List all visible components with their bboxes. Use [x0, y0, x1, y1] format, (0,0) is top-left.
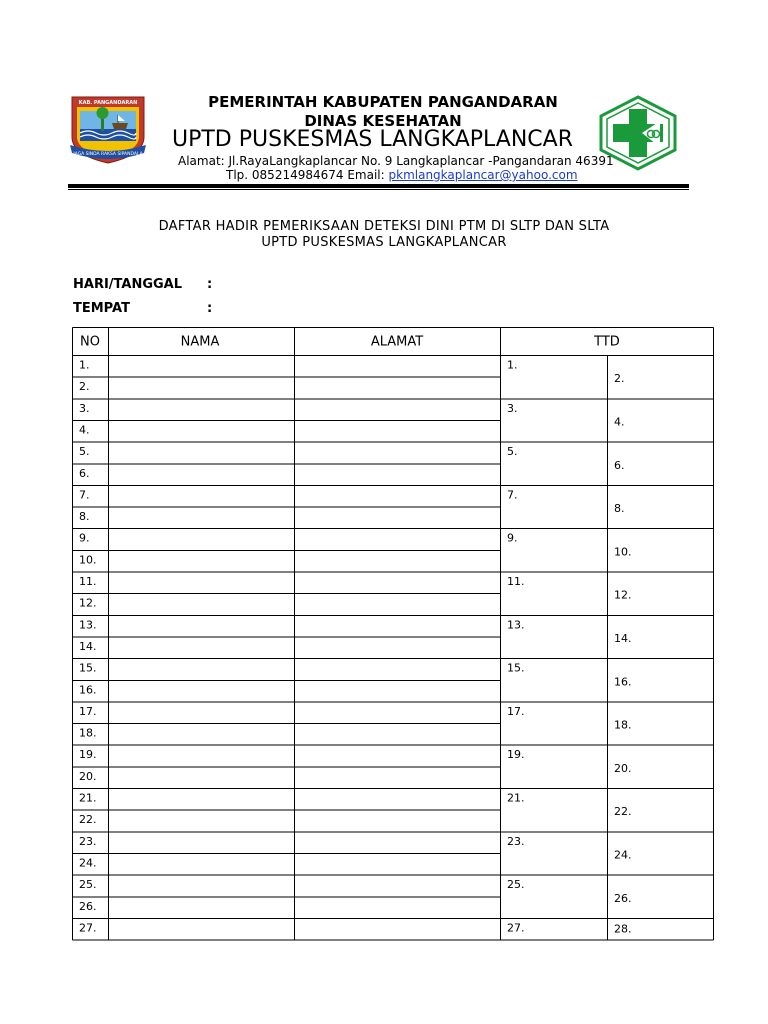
signature-number-left: 13. [507, 618, 525, 632]
signature-number-left: 11. [507, 575, 525, 588]
row-number: 24. [79, 856, 97, 870]
signature-number-right: 8. [614, 502, 625, 516]
signature-number-left: 21. [507, 791, 525, 805]
document-subtitle: UPTD PUSKESMAS LANGKAPLANCAR [261, 235, 507, 250]
email-link[interactable]: pkmlangkaplancar@yahoo.com [388, 168, 578, 182]
document-title: DAFTAR HADIR PEMERIKSAAN DETEKSI DINI PTM DI SLTP DAN SLTA [158, 219, 610, 234]
signature-number-right: 4. [614, 415, 625, 429]
government-name: PEMERINTAH KABUPATEN PANGANDARAN [208, 93, 558, 111]
row-number: 6. [79, 466, 90, 480]
date-label: HARI/TANGGAL [73, 277, 183, 292]
department-name: DINAS KESEHATAN [304, 112, 462, 130]
signature-number-left: 1. [507, 358, 518, 372]
header-name: NAMA [180, 334, 220, 350]
signature-number-right: 2. [614, 372, 625, 386]
place-colon: : [207, 301, 213, 316]
logo-ribbon-text: JAGA SINDA RAKSA SIPANDALA [73, 152, 143, 157]
signature-number-right: 10. [614, 545, 632, 559]
row-number: 11. [79, 575, 97, 588]
signature-number-right: 12. [614, 588, 632, 602]
row-number: 8. [79, 510, 90, 524]
row-number: 3. [79, 401, 90, 415]
row-number: 17. [79, 704, 97, 718]
row-number: 18. [79, 726, 97, 740]
signature-number-right: 28. [614, 922, 632, 936]
phone-text: Tlp. 085214984674 Email: [226, 168, 389, 182]
row-number: 2. [79, 380, 90, 394]
row-number: 7. [79, 488, 90, 502]
row-number: 19. [79, 748, 97, 762]
row-number: 14. [79, 639, 97, 653]
row-number: 10. [79, 553, 97, 567]
address-line: Alamat: Jl.RayaLangkaplancar No. 9 Langkaplancar -Pangandaran 46391 [178, 154, 614, 168]
signature-number-left: 5. [507, 445, 518, 459]
signature-number-left: 3. [507, 401, 518, 415]
signature-number-right: 20. [614, 761, 632, 775]
signature-number-left: 7. [507, 488, 518, 502]
logo-top-text: KAB. PANGANDARAN [78, 100, 138, 106]
signature-number-left: 19. [507, 748, 525, 762]
signature-number-right: 6. [614, 458, 625, 472]
organization-name: UPTD PUSKESMAS LANGKAPLANCAR [172, 127, 573, 152]
row-number: 13. [79, 618, 97, 632]
signature-number-left: 25. [507, 878, 525, 892]
signature-number-right: 24. [614, 848, 632, 862]
row-number: 27. [79, 921, 97, 935]
row-number: 5. [79, 445, 90, 459]
header-signature: TTD [594, 334, 620, 350]
signature-number-left: 9. [507, 531, 518, 545]
row-number: 22. [79, 813, 97, 827]
signature-number-right: 22. [614, 805, 632, 819]
row-number: 25. [79, 878, 97, 892]
signature-number-right: 16. [614, 675, 632, 689]
row-number: 23. [79, 834, 97, 848]
row-number: 9. [79, 531, 90, 545]
signature-number-left: 23. [507, 834, 525, 848]
signature-number-right: 14. [614, 631, 632, 645]
date-colon: : [207, 277, 213, 292]
row-number: 4. [79, 423, 90, 437]
signature-number-right: 18. [614, 718, 632, 732]
row-number: 1. [79, 358, 90, 372]
header-no: NO [80, 334, 100, 350]
signature-number-left: 15. [507, 661, 525, 675]
row-number: 16. [79, 683, 97, 697]
row-number: 26. [79, 899, 97, 913]
header-address: ALAMAT [370, 334, 424, 350]
signature-number-left: 27. [507, 921, 525, 935]
row-number: 21. [79, 791, 97, 805]
signature-number-right: 26. [614, 891, 632, 905]
place-label: TEMPAT [73, 301, 130, 316]
signature-number-left: 17. [507, 704, 525, 718]
row-number: 12. [79, 596, 97, 610]
row-number: 15. [79, 661, 97, 675]
row-number: 20. [79, 769, 97, 783]
